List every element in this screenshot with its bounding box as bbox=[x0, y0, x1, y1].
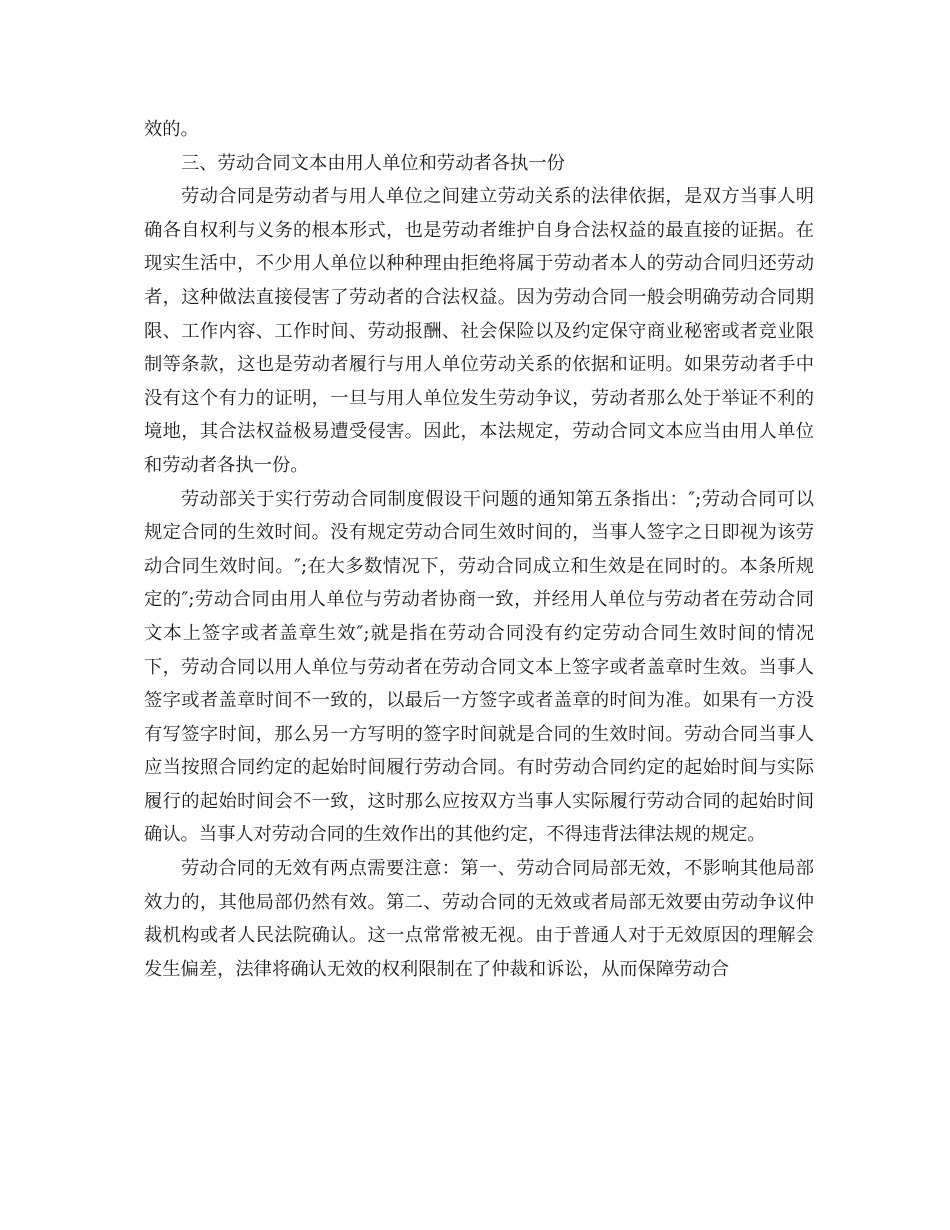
paragraph-continuation: 效的。 bbox=[144, 119, 199, 140]
paragraph: 劳动部关于实行劳动合同制度假设干问题的通知第五条指出：″;劳动合同可以规定合同的生效时间。没有规定劳动合同生效时间的，当事人签字之日即视为该劳动合同生效时间。″;在大多数情况下，劳动合同成立和生效是在同时的。本条所规定的″;劳动合同由用人单位与劳动者协商一致，并经用人单位与劳动者在劳动合同文本上签字或者盖章生效″;就是指在劳动合同没有约定劳动合同生效时间的情况下，劳动合同以用人单位与劳动者在劳动合同文本上签字或者盖章时生效。当事人签字或者盖章时间不一致的，以最后一方签字或者盖章的时间为准。如果有一方没有写签字时间，那么另一方写明的签字时间就是合同的生效时间。劳动合同当事人应当按照合同约定的起始时间履行劳动合同。有时劳动合同约定的起始时间与实际履行的起始时间会不一致，这时那么应按双方当事人实际履行劳动合同的起始时间确认。当事人对劳动合同的生效作出的其他约定，不得违背法律法规的规定。 bbox=[144, 488, 814, 846]
paragraph: 劳动合同是劳动者与用人单位之间建立劳动关系的法律依据，是双方当事人明确各自权利与义务的根本形式，也是劳动者维护自身合法权益的最直接的证据。在现实生活中，不少用人单位以种种理由拒绝将属于劳动者本人的劳动合同归还劳动者，这种做法直接侵害了劳动者的合法权益。因为劳动合同一般会明确劳动合同期限、工作内容、工作时间、劳动报酬、社会保险以及约定保守商业秘密或者竞业限制等条款，这也是劳动者履行与用人单位劳动关系的依据和证明。如果劳动者手中没有这个有力的证明，一旦与用人单位发生劳动争议，劳动者那么处于举证不利的境地，其合法权益极易遭受侵害。因此，本法规定，劳动合同文本应当由用人单位和劳动者各执一份。 bbox=[144, 186, 814, 476]
paragraph: 劳动合同的无效有两点需要注意：第一、劳动合同局部无效，不影响其他局部效力的，其他局部仍然有效。第二、劳动合同的无效或者局部无效要由劳动争议仲裁机构或者人民法院确认。这一点常常被无视。由于普通人对于无效原因的理解会发生偏差，法律将确认无效的权利限制在了仲裁和诉讼，从而保障劳动合 bbox=[144, 858, 814, 980]
section-heading: 三、劳动合同文本由用人单位和劳动者各执一份 bbox=[181, 152, 565, 174]
document-body bbox=[144, 113, 814, 986]
